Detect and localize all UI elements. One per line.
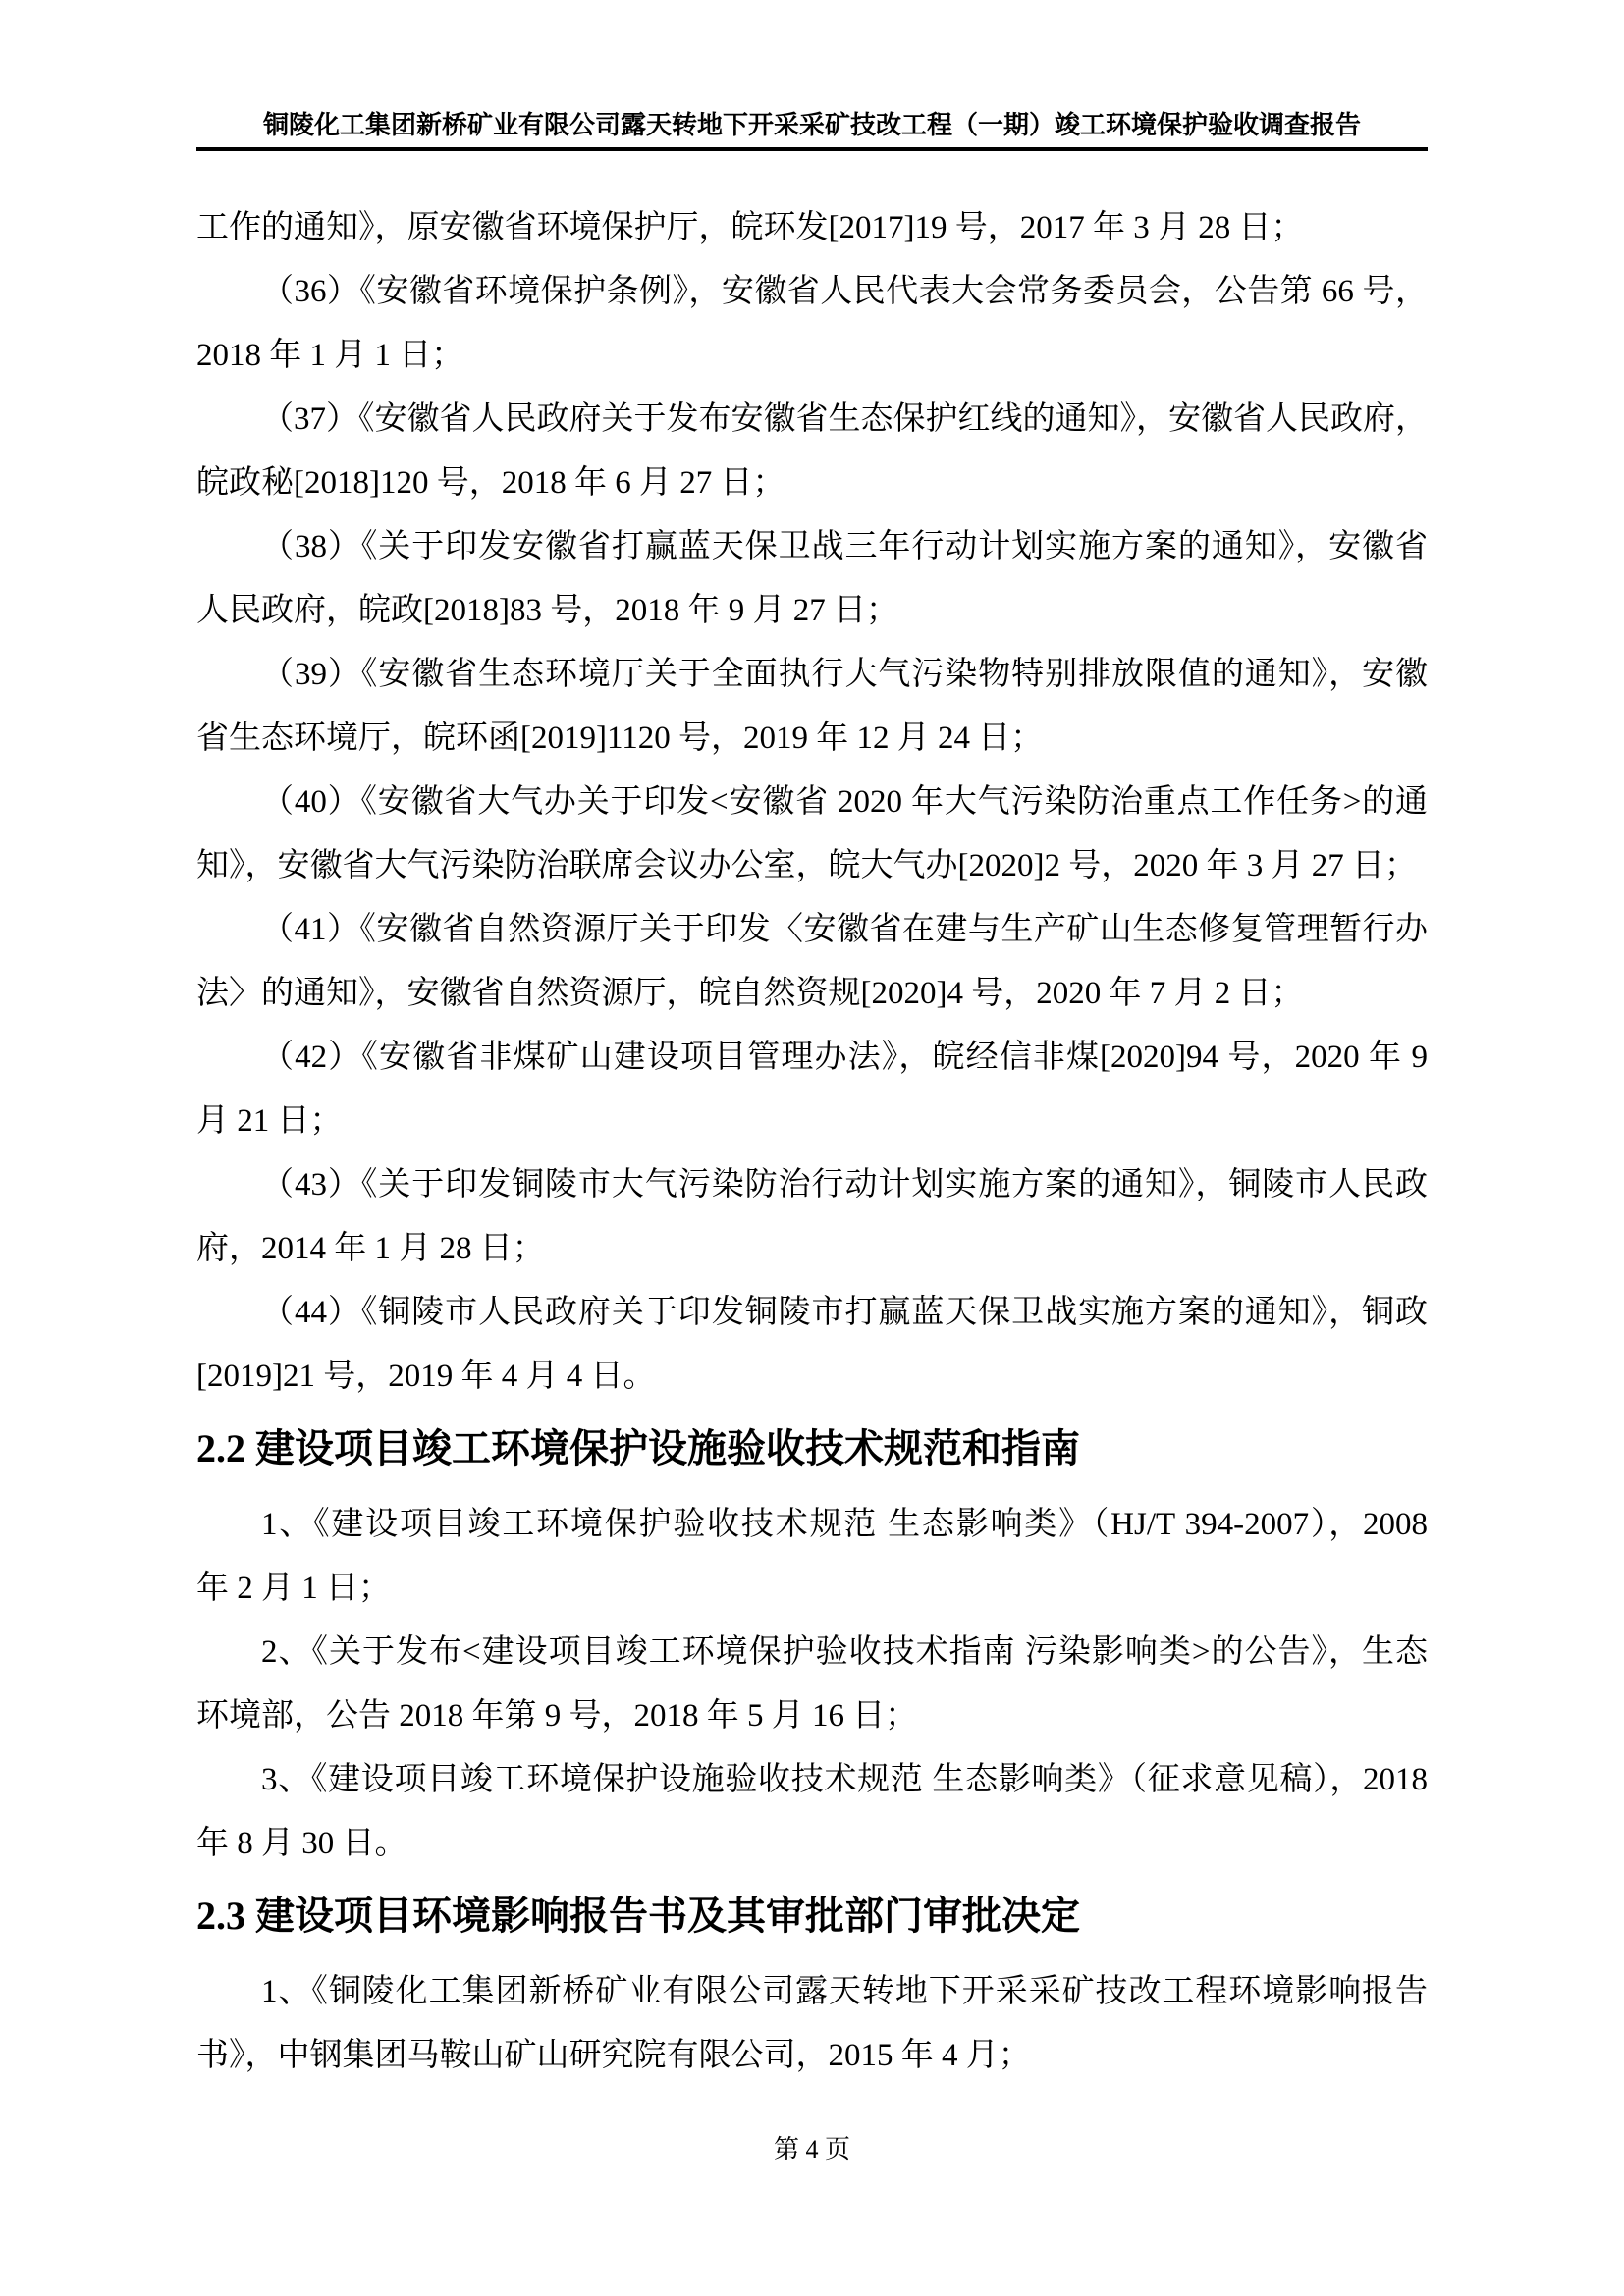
text-line: （42）《安徽省非煤矿山建设项目管理办法》，皖经信非煤[2020]94 号，2020 年 9	[261, 1040, 1428, 1075]
text-line: 人民政府，皖政[2018]83 号，2018 年 9 月 27 日；	[196, 593, 898, 628]
text-line: 书》，中钢集团马鞍山矿山研究院有限公司，2015 年 4 月；	[196, 2038, 1031, 2073]
text-line: 府，2014 年 1 月 28 日；	[196, 1231, 545, 1266]
text-line: （38）《关于印发安徽省打赢蓝天保卫战三年行动计划实施方案的通知》，安徽省	[261, 529, 1428, 564]
text-line: 法〉的通知》，安徽省自然资源厅，皖自然资规[2020]4 号，2020 年 7 月 2 日；	[196, 976, 1304, 1011]
text-line: 2018 年 1 月 1 日；	[196, 338, 464, 373]
text-line: 环境部，公告 2018 年第 9 号，2018 年 5 月 16 日；	[196, 1698, 918, 1734]
section-heading-2-3: 2.3 建设项目环境影响报告书及其审批部门审批决定	[196, 1894, 1080, 1938]
text-line: 3、《建设项目竣工环境保护设施验收技术规范 生态影响类》（征求意见稿），2018	[261, 1762, 1428, 1797]
section-heading-2-2: 2.2 建设项目竣工环境保护设施验收技术规范和指南	[196, 1426, 1080, 1470]
header-rule	[196, 147, 1428, 151]
text-line: 省生态环境厅，皖环函[2019]1120 号，2019 年 12 月 24 日；	[196, 721, 1044, 756]
text-line: 1、《建设项目竣工环境保护验收技术规范 生态影响类》（HJ/T 394-2007），2008	[261, 1507, 1428, 1542]
text-line: 2、《关于发布<建设项目竣工环境保护验收技术指南 污染影响类>的公告》，生态	[261, 1634, 1428, 1670]
text-line: 工作的通知》，原安徽省环境保护厅，皖环发[2017]19 号，2017 年 3 月 28 日；	[196, 210, 1304, 245]
page-footer: 第 4 页	[773, 2135, 850, 2163]
text-line: 知》，安徽省大气污染防治联席会议办公室，皖大气办[2020]2 号，2020 年 3 月 27 日；	[196, 848, 1417, 883]
text-line: （36）《安徽省环境保护条例》，安徽省人民代表大会常务委员会，公告第 66 号，	[261, 274, 1428, 309]
text-line: （44）《铜陵市人民政府关于印发铜陵市打赢蓝天保卫战实施方案的通知》，铜政	[261, 1295, 1428, 1330]
text-line: （43）《关于印发铜陵市大气污染防治行动计划实施方案的通知》，铜陵市人民政	[261, 1167, 1428, 1202]
text-line: 皖政秘[2018]120 号，2018 年 6 月 27 日；	[196, 465, 785, 501]
text-line: 年 2 月 1 日；	[196, 1571, 391, 1606]
text-line: （37）《安徽省人民政府关于发布安徽省生态保护红线的通知》，安徽省人民政府，	[261, 401, 1428, 437]
text-line: 月 21 日；	[196, 1103, 343, 1139]
text-line: 1、《铜陵化工集团新桥矿业有限公司露天转地下开采采矿技改工程环境影响报告	[261, 1974, 1428, 2009]
page-header-title: 铜陵化工集团新桥矿业有限公司露天转地下开采采矿技改工程（一期）竣工环境保护验收调查报告	[262, 111, 1361, 139]
document-body	[196, 196, 1428, 2088]
text-line: 年 8 月 30 日。	[196, 1826, 407, 1861]
text-line: [2019]21 号，2019 年 4 月 4 日。	[196, 1359, 656, 1394]
text-line: （39）《安徽省生态环境厅关于全面执行大气污染物特别排放限值的通知》，安徽	[261, 657, 1428, 692]
text-line: （41）《安徽省自然资源厅关于印发〈安徽省在建与生产矿山生态修复管理暂行办	[261, 912, 1428, 947]
text-line: （40）《安徽省大气办关于印发<安徽省 2020 年大气污染防治重点工作任务>的通	[261, 784, 1428, 820]
